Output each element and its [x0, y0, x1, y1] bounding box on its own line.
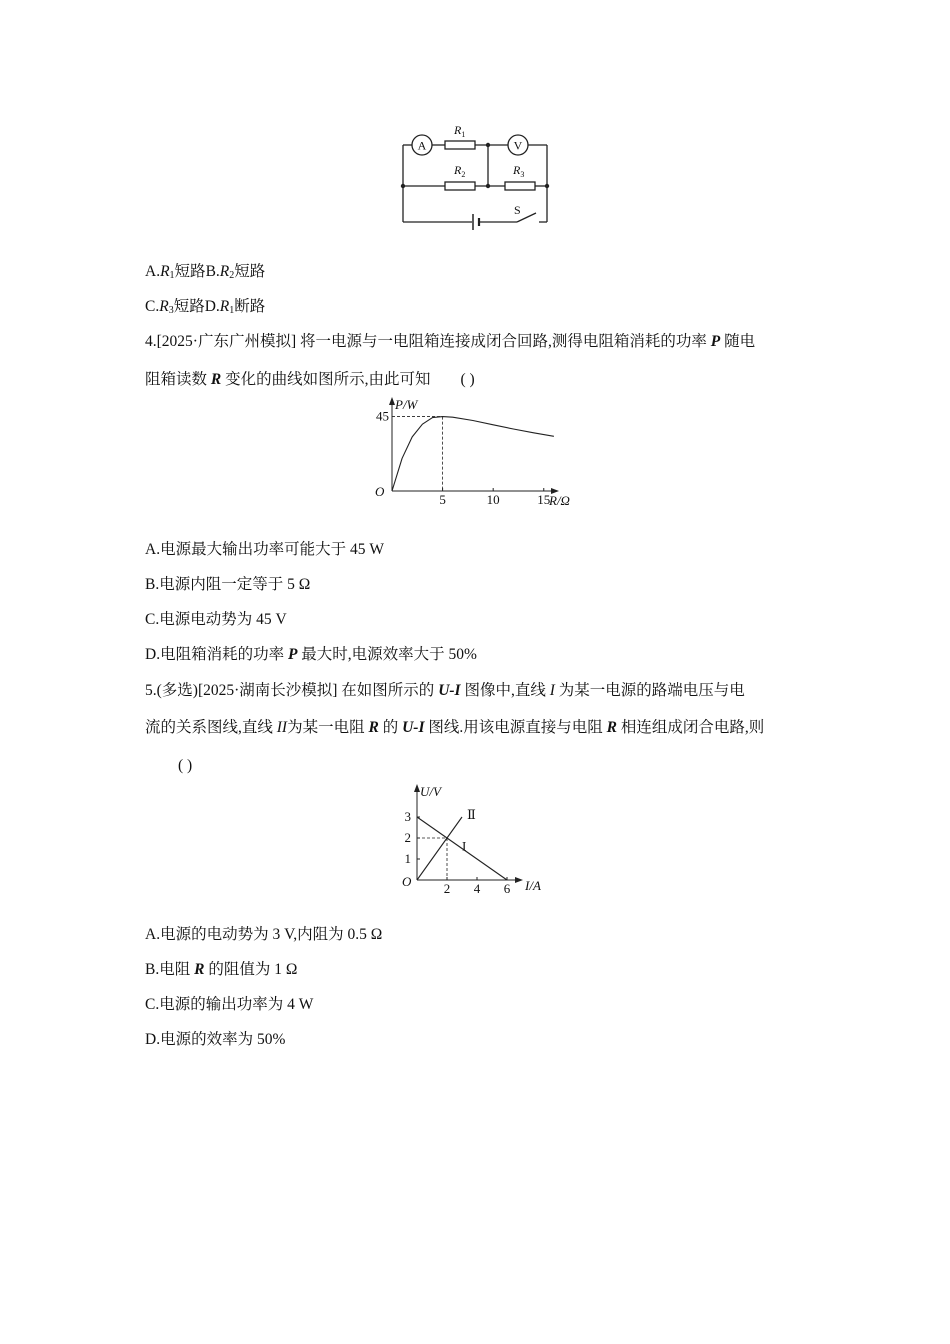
- switch-label: S: [514, 203, 521, 217]
- x-tick-label: 10: [486, 492, 500, 507]
- y-axis-label: U/V: [420, 784, 441, 799]
- y-tick-label: 45: [376, 408, 389, 424]
- line-i-label: I: [462, 838, 467, 854]
- r1-label: $R_1$: [454, 123, 466, 139]
- q4-option-a: A.电源最大输出功率可能大于 45 W: [145, 541, 384, 558]
- line-ii-label: Ⅱ: [467, 807, 476, 822]
- x-tick-label: 4: [473, 881, 481, 896]
- line-ii: [417, 817, 462, 880]
- resistor-r2: [445, 182, 475, 190]
- voltmeter-label: V: [513, 138, 523, 153]
- y-tick-label: 2: [404, 830, 411, 845]
- x-axis-label: I/A: [525, 878, 541, 893]
- x-tick-label: 6: [503, 881, 511, 896]
- r2-label: $R_2$: [454, 163, 466, 179]
- q3-options-ab: $A.R_1$短路$B.R_2$短路: [145, 263, 266, 281]
- x-axis-label: R/Ω: [549, 493, 570, 508]
- y-axis-label: P/W: [395, 397, 418, 412]
- y-tick-label: 3: [404, 809, 411, 824]
- q5-option-a: A.电源的电动势为 3 V,内阻为 0.5 Ω: [145, 926, 383, 943]
- q5-answer-paren: ( ): [178, 757, 193, 774]
- y-tick-label: 1: [404, 851, 411, 866]
- r3-label: $R_3$: [513, 163, 525, 179]
- x-tick-label: 5: [439, 492, 446, 507]
- origin-label: O: [402, 874, 412, 889]
- q4-option-b: B.电源内阻一定等于 5 Ω: [145, 576, 311, 593]
- ammeter-label: A: [417, 138, 427, 153]
- q5-stem-line2: 流的关系图线,直线 II为某一电阻 R 的 U-I 图线.用该电源直接与电阻 R 相连组成闭合电路,则: [145, 719, 765, 736]
- q5-option-d: D.电源的效率为 50%: [145, 1031, 286, 1048]
- origin-label: O: [375, 484, 385, 499]
- circuit-diagram: [395, 118, 555, 230]
- q5-option-c: C.电源的输出功率为 4 W: [145, 996, 314, 1013]
- u-i-chart: [392, 780, 552, 898]
- q4-option-d: D.电阻箱消耗的功率 P 最大时,电源效率大于 50%: [145, 646, 477, 663]
- q5-option-b: B.电阻 R 的阻值为 1 Ω: [145, 961, 298, 978]
- x-tick-label: 2: [443, 881, 451, 896]
- x-tick-label: 15: [537, 492, 551, 507]
- q4-stem-line1: 4.[2025·广东广州模拟] 将一电源与一电阻箱连接成闭合回路,测得电阻箱消耗的功率 P 随电: [145, 333, 756, 350]
- power-resistance-chart: [365, 395, 585, 513]
- q5-stem-line1: 5.(多选)[2025·湖南长沙模拟] 在如图所示的 U-I 图像中,直线 I 为某一电源的路端电压与电: [145, 682, 745, 699]
- q3-options-cd: $C.R_3$短路$D.R_1$断路: [145, 298, 266, 316]
- power-curve: [392, 417, 554, 491]
- q4-stem-line2: 阻箱读数 R 变化的曲线如图所示,由此可知 ( ): [145, 371, 475, 388]
- resistor-r3: [505, 182, 535, 190]
- q4-option-c: C.电源电动势为 45 V: [145, 611, 287, 628]
- resistor-r1: [445, 141, 475, 149]
- x-axis-arrow: [515, 877, 523, 883]
